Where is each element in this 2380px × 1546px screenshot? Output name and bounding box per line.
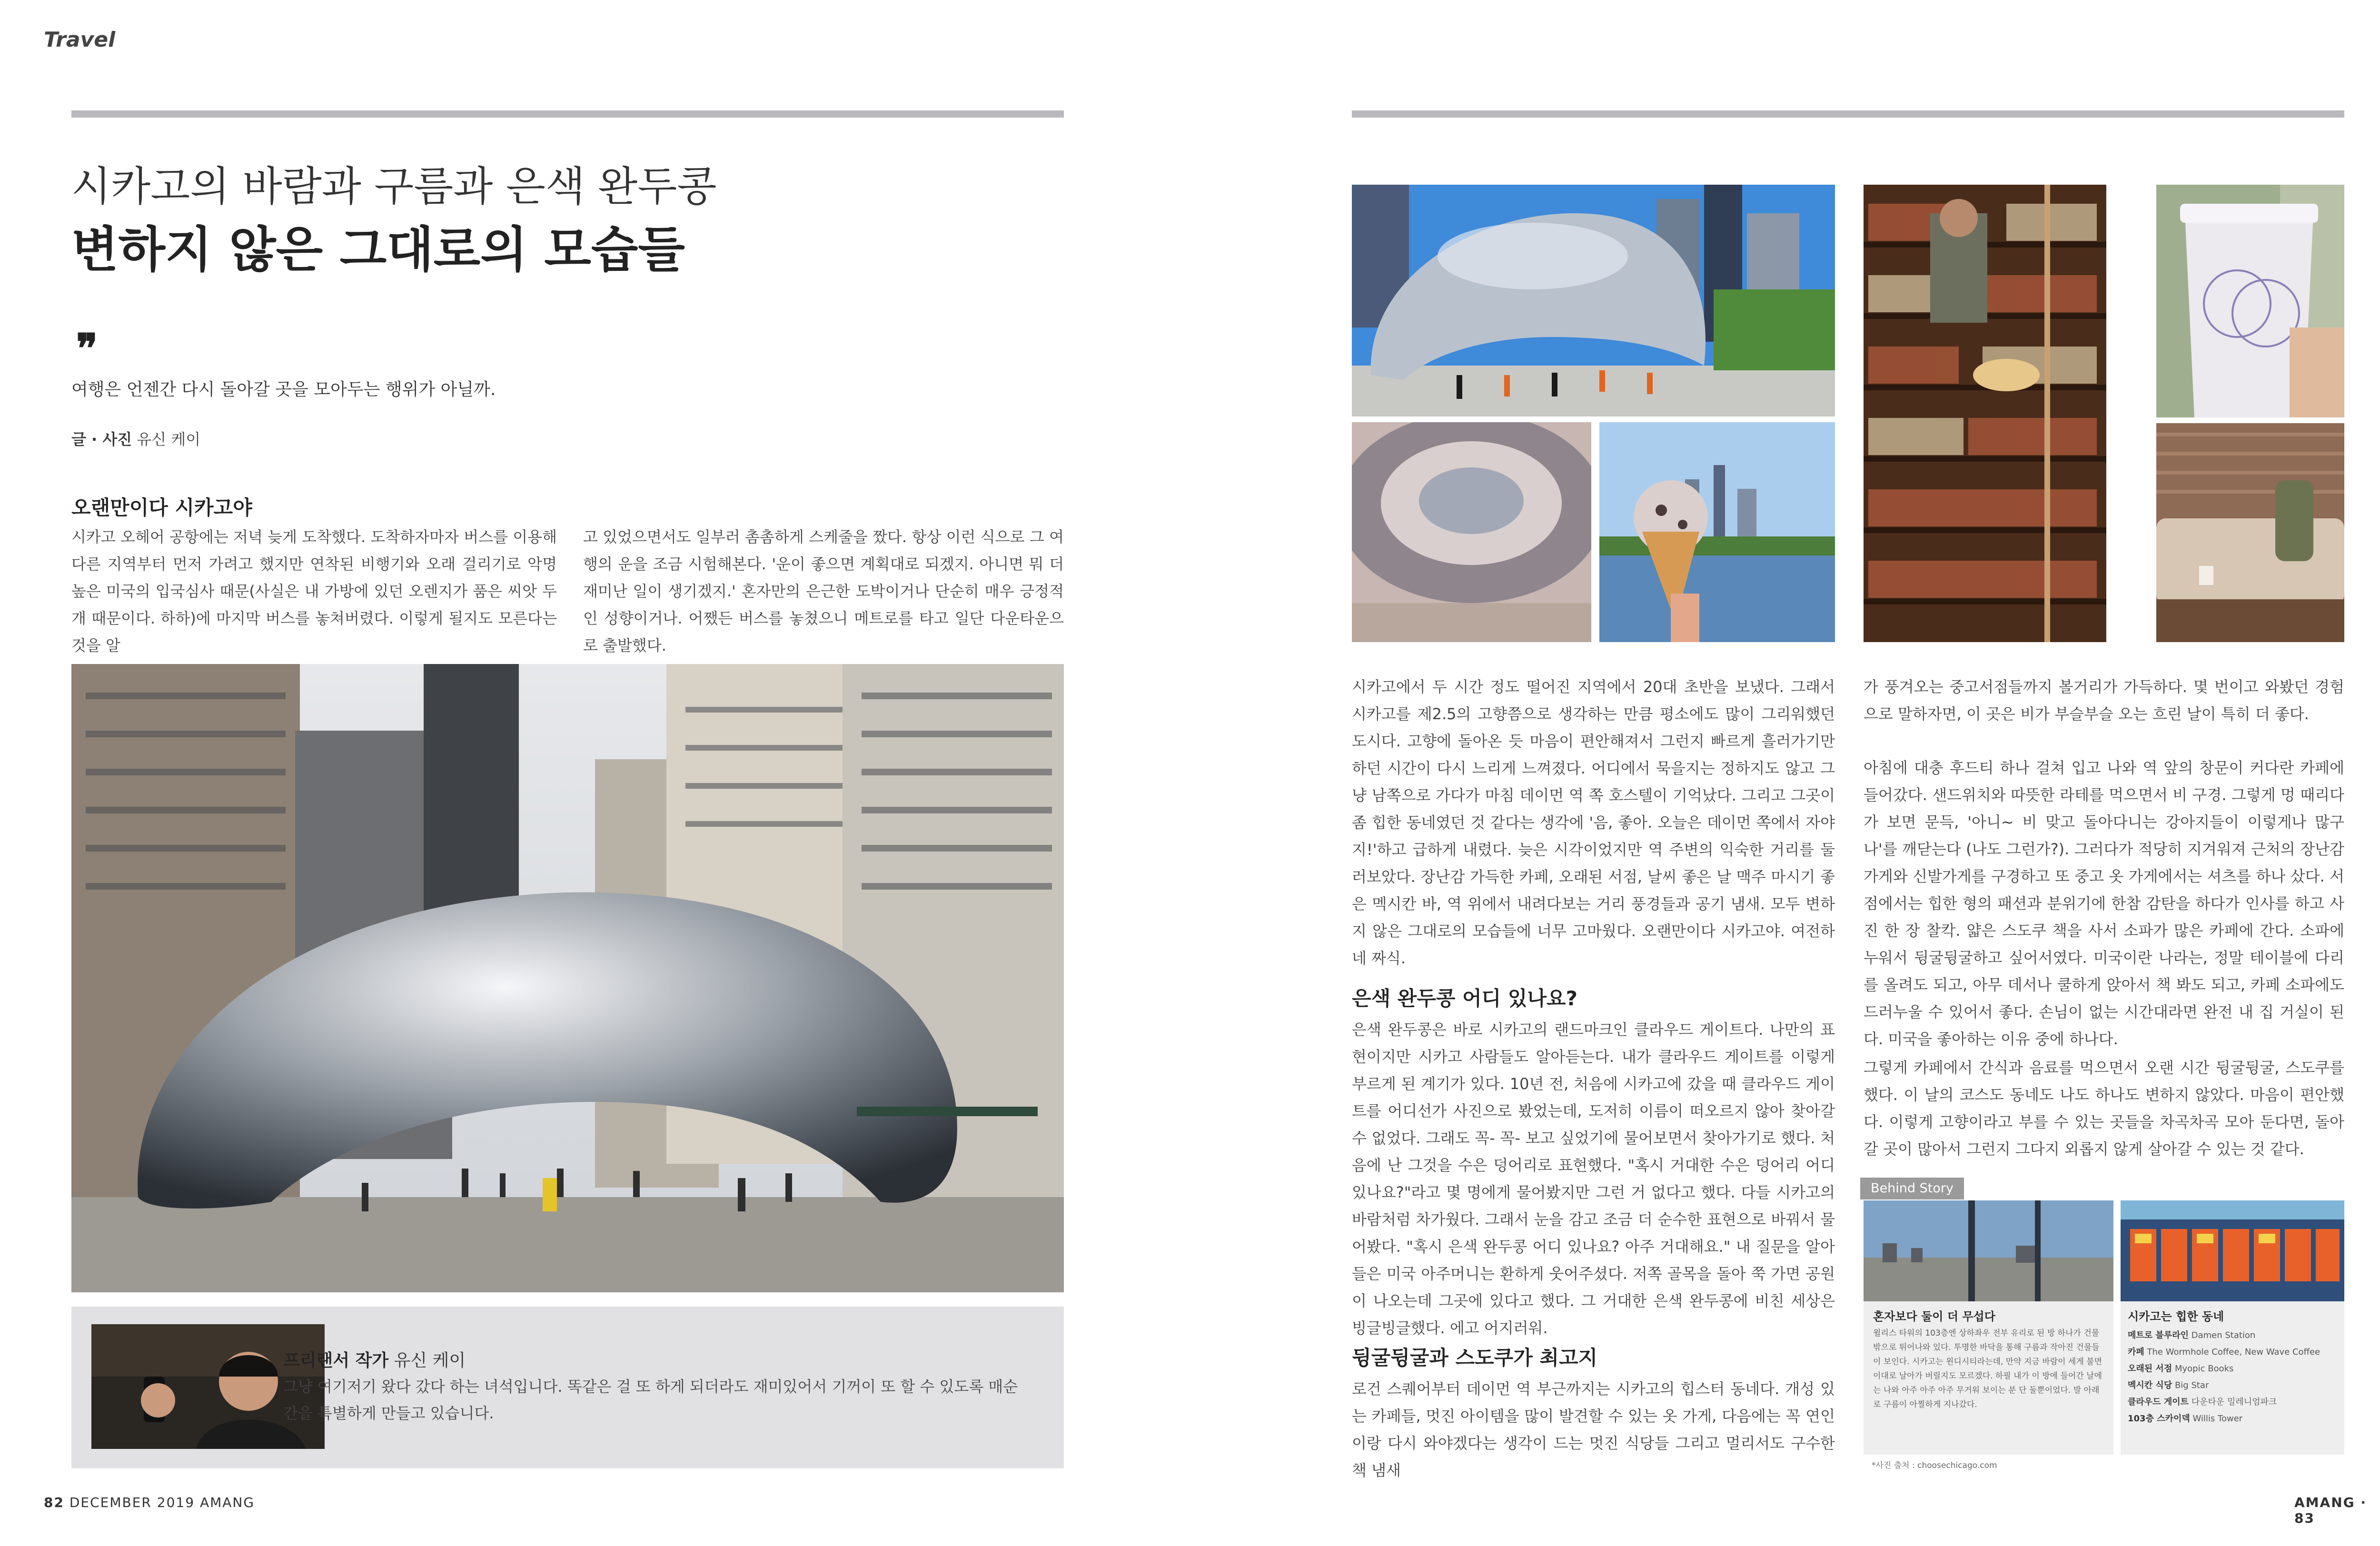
author-label: 프리랜서 작가 [283,1351,389,1370]
author-name [283,1347,466,1371]
body-paragraph: 로건 스퀘어부터 데이먼 역 부근까지는 시카고의 힙스터 동네다. 개성 있는 카페들, 멋진 아이템을 많이 발견할 수 있는 옷 가게, 다음에는 꼭 연인이랑 다시 와야겠다는 생각이 드는 멋진 식당들 그리고 멀리서도 구수한 책 냄새 [1352,1380,1835,1479]
list-item: 클라우드 게이트 다운타운 밀레니엄파크 [2128,1397,2277,1407]
footer-right: AMANG · 83 [2294,1495,2367,1526]
coffee-cup-photo [2156,185,2344,417]
body-paragraph: 은색 완두콩은 바로 시카고의 랜드마크인 클라우드 게이트다. 나만의 표현이지만 시카고 사람들도 알아듣는다. 내가 클라우드 게이트를 이렇게 부르게 된 계기가 있다. 10년 전, 처음에 시카고에 갔을 때 클라우드 게이트를 어디선가 사진으로 봤었는데, 도저히 이름이 떠오르지 않아 찾아갈 수 없었다. 그래도 꼭- 꼭- 보고 싶었기에 물어보면서 찾아가기로 했다. 처음에 난 그것을 수은 덩어리로 표현했다. "혹시 거대한 수은 덩어리 어디 있나요?"라고 몇 명에게 물어봤지만 그런 거 없다고 했다. 다들 시카고의 바람처럼 차가웠다. 그래서 눈을 감고 조금 더 순수한 표현으로 바꿔서 물어봤다. "혹시 은색 완두콩 어디 있나요? 아주 거대해요." 내 질문을 알아들은 미국 아주머니는 환하게 웃어주셨다. 저쪽 골목을 돌아 쭉 가면 공원이 나오는데 그곳에 있다고 했다. 그 거대한 은색 완두콩에 비친 세상은 빙글빙글했다. 에고 어지러워. [1352,1021,1835,1337]
skydeck-photo [1864,1200,2113,1301]
top-rule-right [1352,110,2344,118]
chicago-mural-photo [2121,1200,2344,1301]
body-paragraph: 시카고에서 두 시간 정도 떨어진 지역에서 20대 초반을 보냈다. 그래서 시카고를 제2.5의 고향쯤으로 생각하는 만큼 평소에도 많이 그리워했던 도시다. 고향에 돌아온 듯 마음이 편안해져서 그런지 빠르게 흘러가기만 하던 시간이 다시 느리게 느껴졌다. 어디에서 묵을지는 정하지도 않고 그냥 남쪽으로 가다가 마침 데이먼 역 쪽 호스텔이 기억났다. 그리고 그곳이 좀 힙한 동네였던 것 같다는 생각에 '음, 좋아. 오늘은 데이먼 쪽에서 자야지!'하고 급하게 내렸다. 늦은 시각이었지만 역 주변의 익숙한 거리를 둘러보았다. 장난감 가득한 카페, 오래된 서점, 날씨 좋은 날 맥주 마시기 좋은 멕시칸 바, 역 위에서 내려다보는 거리 풍경들과 공기 냄새. 모두 변하지 않은 그대로의 모습들에 너무 고마웠다. 오랜만이다 시카고야. 여전하네 짜식. [1352,678,1835,967]
place-list [2128,1327,2337,1427]
photo-credit: *사진 출처 : choosechicago.com [1872,1461,1997,1470]
behind-story-left-title: 혼자보다 둘이 더 무섭다 [1873,1310,1995,1323]
ice-cream-photo [1599,422,1835,642]
behind-story-right-title: 시카고는 힙한 동네 [2128,1310,2224,1323]
author-name-text: 유신 케이 [394,1351,466,1370]
list-item: 카페 The Wormhole Coffee, New Wave Coffee [2128,1347,2320,1357]
cloud-gate-photo [71,664,1064,1292]
section-tag: Travel [44,28,116,52]
list-item: 103층 스카이덱 Willis Tower [2128,1414,2243,1424]
behind-story-tag: Behind Story [1860,1178,1964,1199]
headline-line2: 변하지 않은 그대로의 모습들 [71,222,685,278]
quote-mark-icon: ❞ [76,325,98,372]
body-paragraph: 아침에 대충 후드티 하나 걸쳐 입고 나와 역 앞의 창문이 커다란 카페에 들어갔다. 샌드위치와 따뜻한 라테를 먹으면서 비 구경. 그렇게 멍 때리다가 보면 문득, '아니~ 비 맞고 돌아다니는 강아지들이 이렇게나 많구나'를 깨닫는다 (나도 그런가?). 그러다가 적당히 지겨워져 근처의 장난감 가게와 신발가게를 구경하고 또 중고 옷 가게에서는 셔츠를 하나 샀다. 서점에서는 힙한 형의 패션과 분위기에 한참 감탄을 하다가 인사를 하고 사진 한 장 찰칵. 얇은 스도쿠 책을 사서 소파가 많은 카페에 간다. 소파에 누워서 뒹굴뒹굴하고 싶어서였다. 미국이란 나라는, 정말 테이블에 다리를 올려도 되고, 아무 데서나 쿨하게 앉아서 책 봐도 되고, 카페 소파에도 드러누울 수 있어서 좋다. 손님이 없는 시간대라면 완전 내 집 거실이 된다. 미국을 좋아하는 이유 중에 하나다. [1864,759,2344,1048]
footer-magazine-left: DECEMBER 2019 AMANG [69,1495,255,1510]
bean-skyline-photo [1352,185,1835,416]
body-paragraph: 가 풍겨오는 중고서점들까지 볼거리가 가득하다. 몇 번이고 와봤던 경험으로 말하자면, 이 곳은 비가 부슬부슬 오는 흐린 날이 특히 더 좋다. [1864,678,2344,723]
footer-left [44,1495,255,1510]
byline [71,427,200,449]
byline-label: 글 · 사진 [71,430,132,448]
list-item: 메트로 블루라인 Damen Station [2128,1330,2256,1340]
body-paragraph: 그렇게 카페에서 간식과 음료를 먹으면서 오랜 시간 뒹굴뒹굴, 스도쿠를 했다. 이 날의 코스도 동네도 나도 하나도 변하지 않았다. 마음이 편안했다. 이렇게 고향이라고 부를 수 있는 곳들을 차곡차곡 모아 둔다면, 돌아갈 곳이 많아서 그런지 그다지 외롭지 않게 살아갈 수 있는 것 같다. [1864,1059,2344,1158]
section-heading-1: 오랜만이다 시카고야 [71,496,252,519]
section-heading-3: 뒹굴뒹굴과 스도쿠가 최고지 [1352,1346,1598,1369]
behind-story-left-text: 윌리스 타워의 103층엔 상하좌우 전부 유리로 된 방 하나가 건물 밖으로 튀어나와 있다. 투명한 바닥을 통해 구름과 작아진 건물들이 보인다. 시카고는 윈디시티라는데, 만약 지금 바람이 세게 불면 이대로 날아가 버릴지도 모르겠다. 하필 내가 이 방에 들어간 날에는 나와 아주 아주 아주 무거워 보이는 분 단 둘뿐이었다. 발 아래로 구름이 아찔하게 지나갔다. [1873,1328,2102,1409]
bookstore-photo [1864,185,2106,642]
headline-line1: 시카고의 바람과 구름과 은색 완두콩 [71,163,717,210]
page-number-left: 82 [44,1495,64,1510]
author-bio: 그냥 여기저기 왔다 갔다 하는 녀석입니다. 똑같은 걸 또 하게 되더라도 재미있어서 기꺼이 또 할 수 있도록 매순간을 특별하게 만들고 있습니다. [283,1378,1018,1422]
top-rule-left [71,110,1064,118]
body-paragraph: 시카고 오헤어 공항에는 저녁 늦게 도착했다. 도착하자마자 버스를 이용해 다른 지역부터 먼저 가려고 했지만 연착된 비행기와 오래 걸리기로 악명 높은 미국의 입국심사 때문(사실은 내 가방에 있던 오렌지가 품은 씨앗 두 개 때문이다. 하하)에 마지막 버스를 놓쳐버렸다. 이렇게 될지도 모른다는 것을 알 [71,528,557,654]
list-item: 멕시칸 식당 Big Star [2128,1380,2209,1390]
under-bean-photo [1352,422,1591,642]
lead-text: 여행은 언젠간 다시 돌아갈 곳을 모아두는 행위가 아닐까. [71,380,496,399]
list-item: 오래된 서점 Myopic Books [2128,1364,2234,1374]
section-heading-2: 은색 완두콩 어디 있나요? [1352,987,1577,1010]
sofa-cafe-photo [2156,423,2344,642]
byline-name: 유신 케이 [137,430,201,448]
body-paragraph: 고 있었으면서도 일부러 촘촘하게 스케줄을 짰다. 항상 이런 식으로 그 여행의 운을 조금 시험해본다. '운이 좋으면 계획대로 되겠지. 아니면 뭐 더 재미난 일이 생기겠지.' 혼자만의 은근한 도박이거나 단순히 매우 긍정적인 성향이거나. 어쨌든 버스를 놓쳤으니 메트로를 타고 일단 다운타운으로 출발했다. [583,528,1064,654]
